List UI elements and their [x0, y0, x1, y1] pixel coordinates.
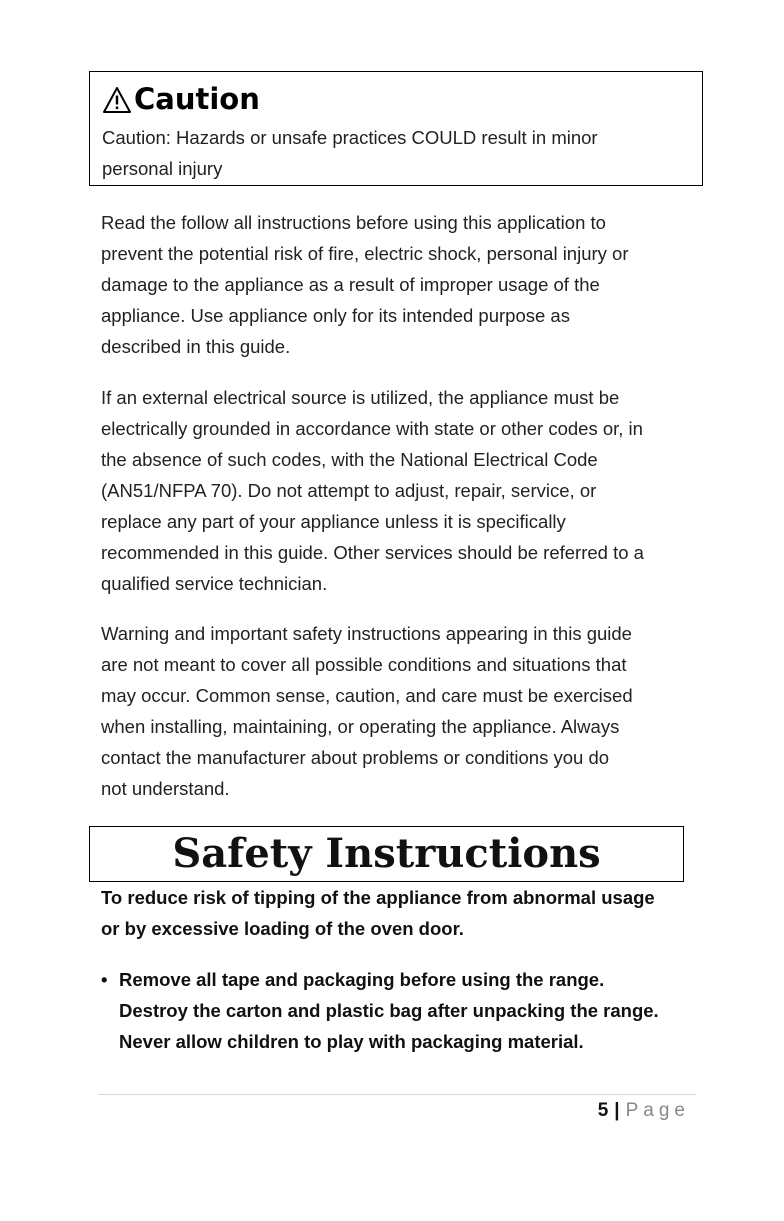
safety-bullet-list [101, 964, 721, 1057]
bullet-line: Remove all tape and packaging before using the range. [119, 969, 605, 990]
section-title: Safety Instructions [172, 830, 601, 877]
paragraph-line: replace any part of your appliance unless it is specifically [101, 511, 566, 532]
paragraph-line: (AN51/NFPA 70). Do not attempt to adjust, repair, service, or [101, 480, 597, 501]
bullet-line: Destroy the carton and plastic bag after unpacking the range. [119, 1000, 659, 1021]
paragraph-line: contact the manufacturer about problems or conditions you do [101, 747, 610, 768]
paragraph-line: prevent the potential risk of fire, electric shock, personal injury or [101, 243, 629, 264]
page-footer [598, 1098, 690, 1124]
bullet-text [119, 964, 659, 1057]
paragraph-line: appliance. Use appliance only for its intended purpose as [101, 305, 570, 326]
paragraph-line: may occur. Common sense, caution, and care must be exercised [101, 685, 633, 706]
page-label: Page [625, 1100, 690, 1121]
intro-line: or by excessive loading of the oven door. [101, 918, 464, 939]
paragraph-line: damage to the appliance as a result of improper usage of the [101, 274, 600, 295]
caution-line: personal injury [102, 158, 223, 179]
footer-divider [98, 1094, 696, 1095]
page-number: 5 [597, 1100, 609, 1121]
paragraph-line: qualified service technician. [101, 573, 328, 594]
bullet-marker: • [101, 969, 108, 990]
list-item [101, 964, 721, 1057]
paragraph-warnings [101, 618, 721, 804]
paragraph-line: the absence of such codes, with the National Electrical Code [101, 449, 598, 470]
paragraph-line: If an external electrical source is utilized, the appliance must be [101, 387, 620, 408]
paragraph-line: Warning and important safety instructions appearing in this guide [101, 623, 632, 644]
paragraph-line: when installing, maintaining, or operating the appliance. Always [101, 716, 620, 737]
caution-text [102, 122, 690, 184]
paragraph-line: electrically grounded in accordance with state or other codes or, in [101, 418, 643, 439]
caution-box [89, 71, 703, 186]
paragraph-line: are not meant to cover all possible conditions and situations that [101, 654, 627, 675]
paragraph-line: recommended in this guide. Other services should be referred to a [101, 542, 644, 563]
bullet-line: Never allow children to play with packaging material. [119, 1031, 584, 1052]
intro-line: To reduce risk of tipping of the appliance from abnormal usage [101, 887, 655, 908]
footer-separator: | [614, 1100, 620, 1121]
paragraph-line: Read the follow all instructions before using this application to [101, 212, 606, 233]
caution-line: Caution: Hazards or unsafe practices COULD result in minor [102, 127, 598, 148]
caution-title: Caution [134, 82, 260, 116]
caution-heading [102, 78, 690, 120]
paragraph-line: described in this guide. [101, 336, 291, 357]
paragraph-line: not understand. [101, 778, 230, 799]
warning-triangle-icon [102, 84, 132, 114]
paragraph-read-instructions [101, 207, 721, 362]
paragraph-grounding [101, 382, 721, 599]
safety-intro [101, 882, 721, 944]
safety-instructions-heading-box [89, 826, 684, 882]
